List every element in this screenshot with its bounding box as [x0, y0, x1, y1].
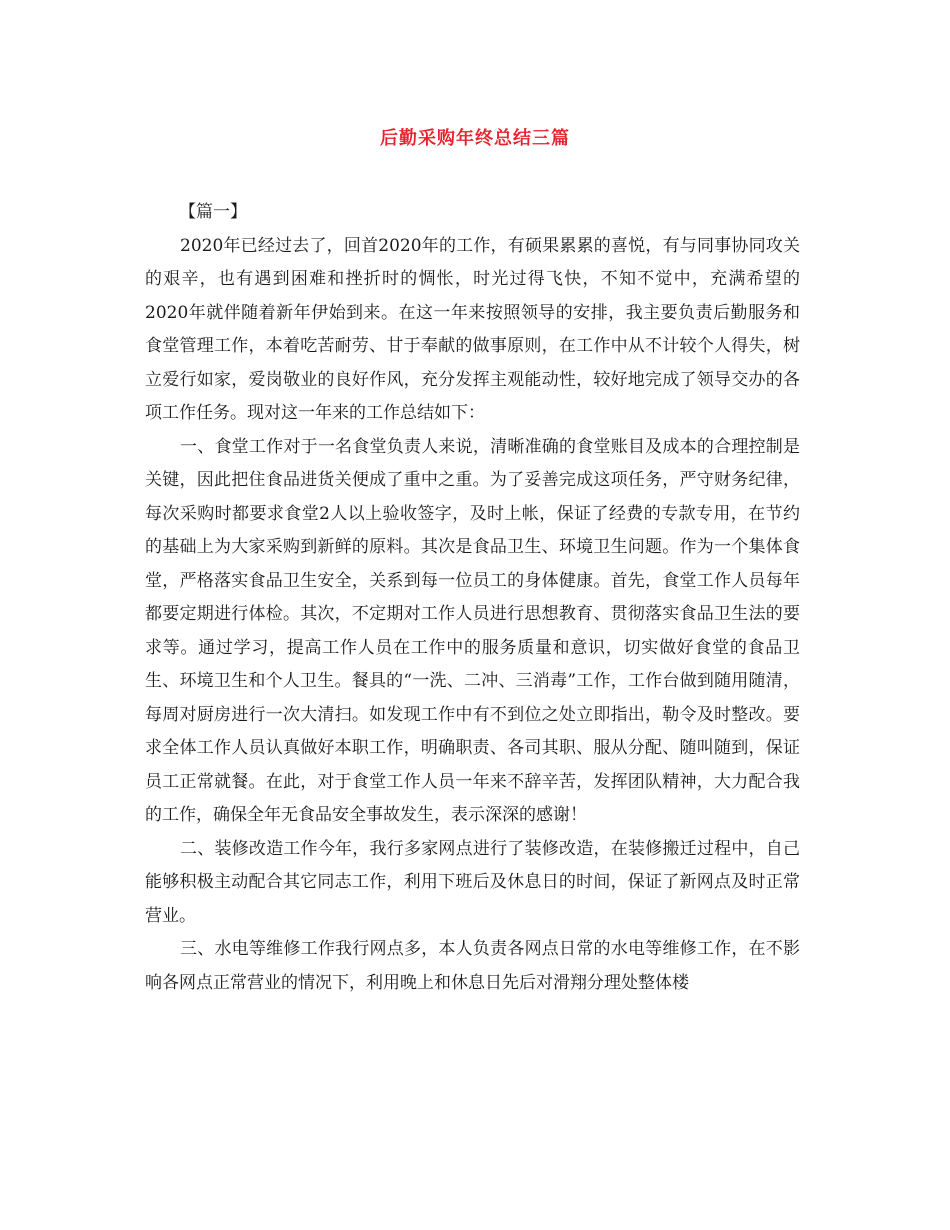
paragraph-intro: 2020年已经过去了，回首2020年的工作，有硕果累累的喜悦，有与同事协同攻关的艰辛，也有遇到困难和挫折时的惆怅，时光过得飞快，不知不觉中，充满希望的2020年就伴随着新年伊始到来。在这一年来按照领导的安排，我主要负责后勤服务和食堂管理工作，本着吃苦耐劳、甘于奉献的做事原则，在工作中从不计较个人得失，树立爱行如家，爱岗敬业的良好作风，充分发挥主观能动性，较好地完成了领导交办的各项工作任务。现对这一年来的工作总结如下：	[145, 235, 800, 423]
section-label: 【篇一】	[179, 202, 247, 222]
paragraph-canteen: 一、食堂工作对于一名食堂负责人来说，清晰准确的食堂账目及成本的合理控制是关键，因此把住食品进货关便成了重中之重。为了妥善完成这项任务，严守财务纪律，每次采购时都要求食堂2人以上验收签字，及时上帐，保证了经费的专款专用，在节约的基础上为大家采购到新鲜的原料。其次是食品卫生、环境卫生问题。作为一个集体食堂，严格落实食品卫生安全，关系到每一位员工的身体健康。首先，食堂工作人员每年都要定期进行体检。其次，不定期对工作人员进行思想教育、贯彻落实食品卫生法的要求等。通过学习，提高工作人员在工作中的服务质量和意识，切实做好食堂的食品卫生、环境卫生和个人卫生。餐具的“一洗、二冲、三消毒”工作，工作台做到随用随清，每周对厨房进行一次大清扫。如发现工作中有不到位之处立即指出，勒令及时整改。要求全体工作人员认真做好本职工作，明确职责、各司其职、服从分配、随叫随到，保证员工正常就餐。在此，对于食堂工作人员一年来不辞辛苦，发挥团队精神，大力配合我的工作，确保全年无食品安全事故发生，表示深深的感谢！	[145, 436, 800, 825]
paragraph-maintenance: 三、水电等维修工作我行网点多，本人负责各网点日常的水电等维修工作，在不影响各网点正常营业的情况下，利用晚上和休息日先后对滑翔分理处整体楼	[145, 939, 800, 993]
paragraph-renovation: 二、装修改造工作今年，我行多家网点进行了装修改造，在装修搬迁过程中，自己能够积极主动配合其它同志工作，利用下班后及休息日的时间，保证了新网点及时正常营业。	[145, 838, 800, 926]
document-body	[145, 196, 800, 1000]
document-title: 后勤采购年终总结三篇	[380, 128, 570, 149]
